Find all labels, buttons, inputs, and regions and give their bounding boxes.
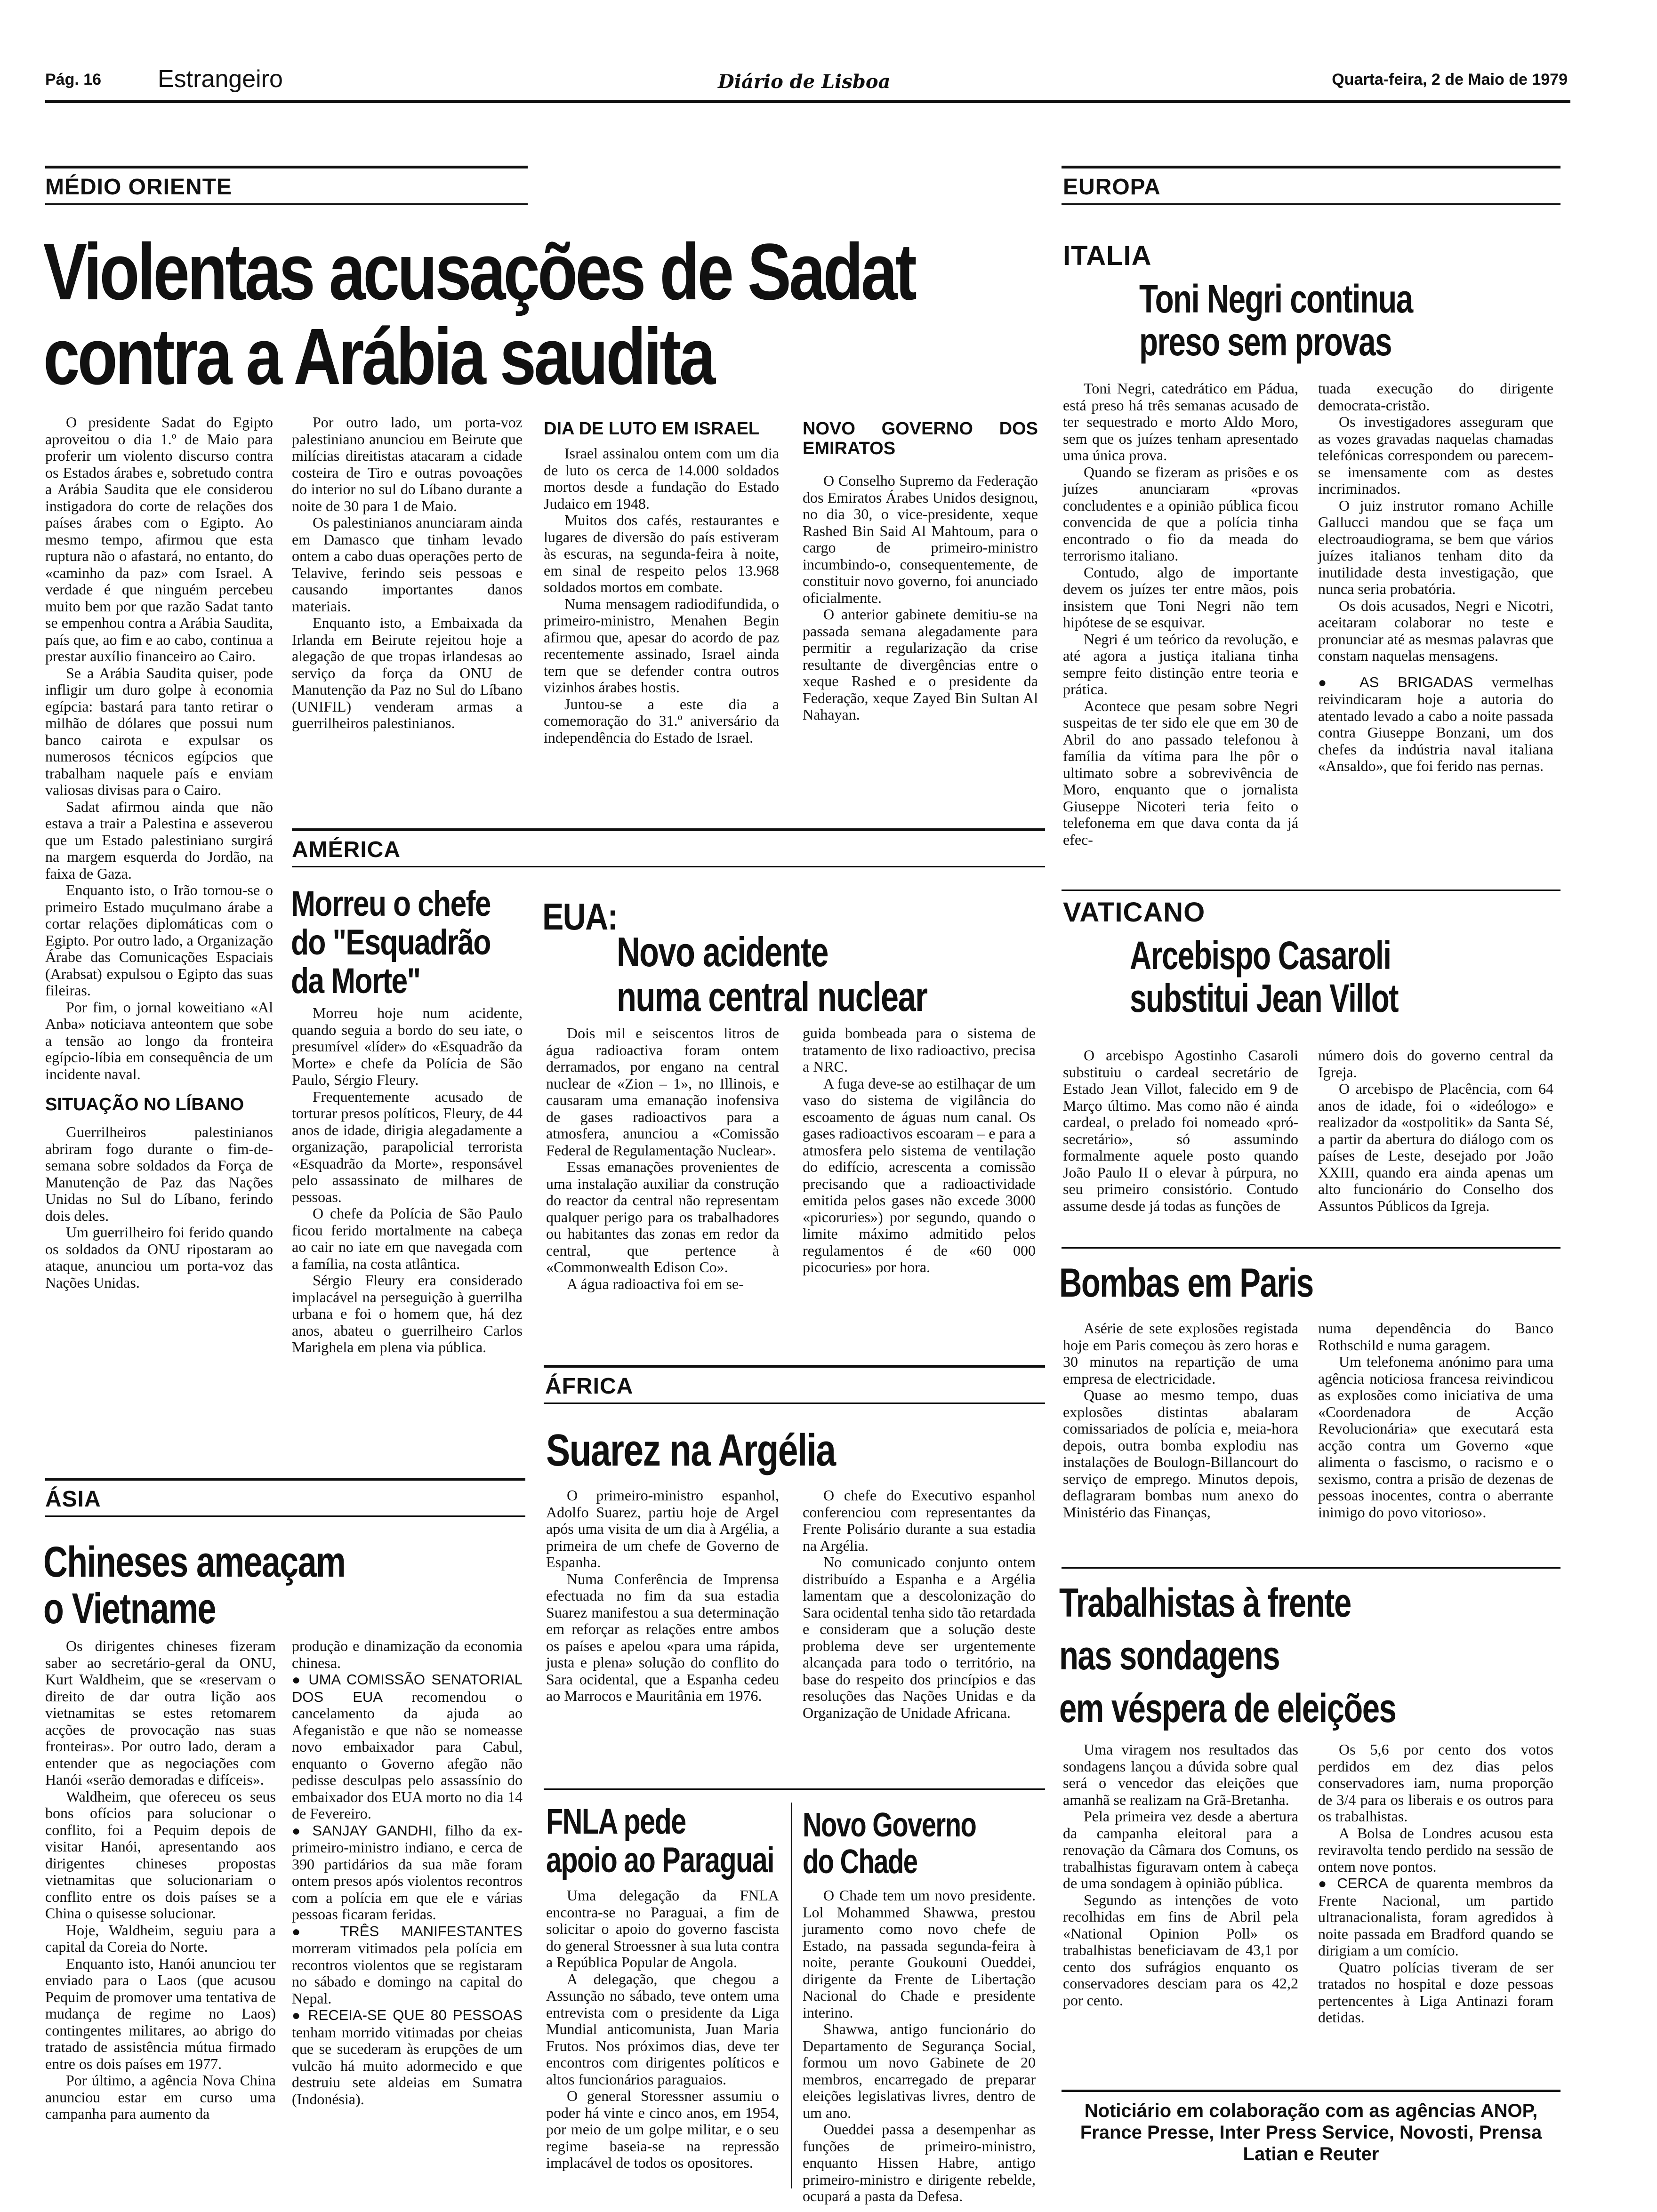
section-title: Estrangeiro (158, 65, 283, 93)
brief-sumatra: ● RECEIA-SE QUE 80 PESSOAS tenham morrido vitimadas por cheias que se sucederam às erupções de um vulcão há muito adormecido e que destruiu sete aldeias em Sumatra (Indonésia). (292, 2007, 523, 2108)
article-emiratos: NOVO GOVERNO DOS EMIRATOS O Conselho Supremo da Federação dos Emiratos Árabes Unidos designou, no dia 30, o vice-presidente, xeque Rashed Bin Said Al Mahtoum, para o cargo de primeiro-ministro incumbindo-o, consequentemente, de constituir novo governo, foi anunciado oficialmente. O anterior gabinete demitiu-se na passada semana alegadamente para permitir a regularização da crise resultante de divergências entre o xeque Rashed e o presidente da Federação, xeque Zayed Bin Sultan Al Nahayan. (803, 419, 1038, 723)
rule (544, 1365, 1045, 1368)
rule (1062, 166, 1560, 168)
article-suarez-col2: O chefe do Executivo espanhol conferenciou com representantes da Frente Polisário durante a sua estadia na Argélia. No comunicado conjunto ontem distribuído a Espanha e a Argélia lamentam que a descolonização do Sara ocidental tenha sido tão retardada e consideram que a solução deste problema deve ser urgentemente alcançada para todo o território, na base do respeito dos princípios e das resoluções das Nações Unidas e da Organização de Unidade Africana. (803, 1487, 1036, 1721)
headline-casaroli: Arcebispo Casaroli substitui Jean Villot (1130, 933, 1398, 1020)
article-bombas-col2: numa dependência do Banco Rothschild e numa garagem. Um telefonema anónimo para uma agência noticiosa francesa reivindicou as explosões como iniciativa de uma «Coordenadora de Acção Revolucionária» que executará esta acção contra um Governo «que alimenta o fascismo, o racismo e o sexismo, contra a prisão de dezenas de pessoas inocentes, contra o aberrante inimigo do povo vitorioso». (1318, 1320, 1553, 1521)
rule (45, 166, 528, 168)
brief-senado: ● UMA COMISSÃO SENATORIAL DOS EUA recomendou o cancelamento da ajuda ao Afeganistão e que não se nomeasse novo embaixador para Cabul, enquanto o Governo afegão não pedisse desculpas pelo assassínio do embaixador dos EUA morto no dia 14 de Fevereiro. (292, 1671, 523, 1822)
country-italia: ITALIA (1063, 240, 1152, 271)
article-chineses-col2: produção e dinamização da economia chinesa. ● UMA COMISSÃO SENATORIAL DOS EUA recomendou o cancelamento da ajuda ao Afeganistão e que não se nomeasse novo embaixador para Cabul, enquanto o Governo afegão não pedisse desculpas pelo assassínio do embaixador dos EUA morto no dia 14 de Fevereiro. ● SANJAY GANDHI, filho da ex-primeiro-ministro indiano, e cerca de 390 partidários da sua mãe foram ontem presos após violentos recontros com a polícia em que ele e várias pessoas ficaram feridas. ● TRÊS MANIFESTANTES morreram vitimados pela polícia em recontros violentos que se registaram no sábado e domingo na capital do Nepal. ● RECEIA-SE QUE 80 PESSOAS tenham morrido vitimadas por cheias que se sucederam às erupções de um vulcão há muito adormecido e que destruiu sete aldeias em Sumatra (Indonésia). (292, 1638, 523, 2193)
headline-chade: Novo Governo do Chade (803, 1806, 976, 1881)
masthead: Diário de Lisboa (718, 71, 891, 93)
article-nuclear-col1: Dois mil e seiscentos litros de água radioactiva foram ontem derramados, por engano na central nuclear de «Zion – 1», no Illinois, e causaram uma emanação inofensiva de gases radioactivos para a atmosfera, anunciou a «Comissão Federal de Regulamentação Nuclear». Essas emanações provenientes de uma instalação auxiliar da construção do reactor da central não representam qualquer perigo para os trabalhadores ou habitantes das zonas em redor da central, que pertence à «Commonwealth Edison Co». A água radioactiva foi em se- (546, 1025, 779, 1292)
rule (1062, 203, 1560, 205)
rule (292, 828, 1045, 831)
headline-chineses: Chineses ameaçam o Vietname (43, 1538, 346, 1633)
brief-nepal: ● TRÊS MANIFESTANTES morreram vitimados pela polícia em recontros violentos que se registaram no sábado e domingo na capital do Nepal. (292, 1923, 523, 2007)
section-label-medio-oriente: MÉDIO ORIENTE (45, 175, 233, 200)
rule (1062, 2090, 1560, 2092)
article-chade: O Chade tem um novo presidente. Lol Mohammed Shawwa, prestou juramento como novo chefe de Estado, na passada segunda-feira à noite, perante Goukouni Oueddei, dirigente da Frente de Libertação Nacional do Chade e presidente interino. Shawwa, antigo funcionário do Departamento de Segurança Social, formou um novo Gabinete de 20 membros, encarregado de preparar eleições legislativas livres, dentro de um ano. Oueddei passa a desempenhar as funções de primeiro-ministro, enquanto Hissen Habre, antigo primeiro-ministro e dirigente rebelde, ocupará a pasta da Defesa. (803, 1887, 1036, 2204)
article-esquadrao: Morreu hoje num acidente, quando seguia a bordo do seu iate, o presumível «líder» do «Esquadrão da Morte» e chefe da Polícia de São Paulo, Sérgio Fleury. Frequentemente acusado de torturar presos políticos, Fleury, de 44 anos de idade, dirigia alegadamente a organização, parapolicial terrorista «Esquadrão da Morte», responsável pelo assassinato de milhares de pessoas. O chefe da Polícia de São Paulo ficou ferido mortalmente na cabeça ao cair no iate em que navegada com a família, na costa atlântica. Sérgio Fleury era considerado implacável na perseguição à guerrilha urbana e foi o homem que, há dez anos, abateu o guerrilheiro Carlos Marighela em plena via pública. (292, 1004, 523, 1355)
brief-brigadas: ● AS BRIGADAS vermelhas reivindicaram hoje a autoria do atentado levado a cabo a noite passada contra Giuseppe Bonzani, um dos chefes da indústria naval italiana «Ansaldo», que foi ferido nas pernas. (1318, 674, 1553, 775)
issue-date: Quarta-feira, 2 de Maio de 1979 (1332, 71, 1568, 88)
article-suarez-col1: O primeiro-ministro espanhol, Adolfo Suarez, partiu hoje de Argel após uma visita de um dia à Argélia, a primeira de um chefe de Governo de Espanha. Numa Conferência de Imprensa efectuada no fim da sua estadia Suarez manifestou a sua determinação em reforçar as relações entre ambos os países e apelou «para uma rápida, justa e plena» solução do conflito do Sara ocidental, que a Espanha cedeu ao Marrocos e Mauritânia em 1976. (546, 1487, 779, 1704)
rule (45, 203, 528, 205)
headline-fnla: FNLA pede apoio ao Paraguai (546, 1802, 774, 1881)
headline-trabalhistas: Trabalhistas à frente nas sondagens em véspera de eleições (1059, 1580, 1396, 1731)
article-casaroli-col1: O arcebispo Agostinho Casaroli substituiu o cardeal secretário de Estado Jean Villot, falecido em 9 de Março último. Mas como não é ainda cardeal, o prelado foi nomeado «pró-secretário», só assumindo formalmente aquele posto quando João Paulo II o elevar à púrpura, no seu primeiro consistório. Contudo assume desde já todas as funções de (1063, 1047, 1298, 1214)
section-label-america: AMÉRICA (292, 837, 401, 862)
rule (1062, 890, 1560, 891)
headline-bombas: Bombas em Paris (1059, 1260, 1313, 1306)
header-rule (45, 100, 1570, 103)
headline-nuclear: Novo acidente numa central nuclear (617, 929, 927, 1020)
article-trabalhistas-col2: Os 5,6 por cento dos votos perdidos em dez dias pelos conservadores iam, numa proporção de 3/4 para os liberais e os outros para os trabalhistas. A Bolsa de Londres acusou esta reviravolta tendo perdido na sessão de ontem nove pontos. ● CERCA de quarenta membros da Frente Nacional, um partido ultranacionalista, foram agredidos à noite passada em Bradford quando se dirigiam a um comício. Quatro polícias tiveram de ser tratados no hospital e doze pessoas pertencentes à Liga Antinazi foram detidas. (1318, 1741, 1553, 2080)
article-chineses-col1: Os dirigentes chineses fizeram saber ao secretário-geral da ONU, Kurt Waldheim, que se «reservam o direito de dar outra lição aos vietnamitas se estes retomarem acções de provocação nas suas fronteiras». Por outro lado, deram a entender que as negociações com Hanói «serão demoradas e difíceis». Waldheim, que ofereceu os seus bons ofícios para solucionar o conflito, foi a Pequim depois de visitar Hanói, apresentando aos dirigentes chineses propostas vietnamitas que solucionariam o conflito entre os dois países se a China o quisesse solucionar. Hoje, Waldheim, seguiu para a capital da Coreia do Norte. Enquanto isto, Hanói anunciou ter enviado para o Laos (que acusou Pequim de promover uma tentativa de mudança de regime no Laos) contingentes militares, ao abrigo do tratado de assistência mútua firmado entre os dois países em 1977. Por último, a agência Nova China anunciou estar em curso uma campanha para aumento da (45, 1637, 276, 2122)
article-luto: DIA DE LUTO EM ISRAEL Israel assinalou ontem com um dia de luto os cerca de 14.000 soldados mortos desde a fundação do Estado Judaico em 1948. Muitos dos cafés, restaurantes e lugares de diversão do país estiveram às escuras, na segunda-feira à noite, em sinal de respeito pelos 13.968 soldados mortos em combate. Numa mensagem radiodifundida, o primeiro-ministro, Menahen Begin afirmou que, apesar do acordo de paz recentemente assinado, Israel ainda tem que se defender contra outros vizinhos árabes hostis. Juntou-se a este dia a comemoração do 31.º aniversário da independência do Estado de Israel. (544, 419, 779, 746)
country-vaticano: VATICANO (1063, 897, 1206, 928)
subhead-libano: SITUAÇÃO NO LÍBANO (45, 1095, 244, 1114)
headline-suarez: Suarez na Argélia (546, 1425, 836, 1475)
eua-tag: EUA: (542, 896, 618, 938)
article-casaroli-col2: número dois do governo central da Igreja. O arcebispo de Placência, com 64 anos de idade, foi o «ideólogo» e realizador da «ostpolitik» da Santa Sé, a partir da abertura do diálogo com os países de Leste, desejado por João XXIII, quando era ainda apenas um alto funcionário do Conselho dos Assuntos Públicos da Igreja. (1318, 1047, 1553, 1214)
section-label-asia: ÁSIA (45, 1487, 101, 1512)
rule (544, 1788, 1045, 1790)
page-number: Pág. 16 (45, 71, 102, 88)
article-nuclear-col2: guida bombeada para o sistema de tratamento de lixo radioactivo, precisa a NRC. A fuga deve-se ao estilhaçar de um vaso do sistema de vigilância do escoamento de águas num canal. Os gases radioactivos escoaram – e para a atmosfera pelo sistema de ventilação do edifício, acrescenta a comissão precisando que a radioactividade emitida pelos gases não excede 3000 «picoruries») por segundo, quando o limite máximo admitido pelos regulamentos é de «60 000 picocuries» por hora. (803, 1025, 1036, 1275)
column-divider (791, 1803, 792, 2188)
rule (1062, 1567, 1560, 1569)
article-trabalhistas-col1: Uma viragem nos resultados das sondagens lançou a dúvida sobre qual será o vencedor das eleições que amanhã se realizam na Grã-Bretanha. Pela primeira vez desde a abertura da campanha eleitoral para a renovação da Câmara dos Comuns, os trabalhistas figuravam ontem à cabeça de uma sondagem à opinião pública. Segundo as intenções de voto recolhidas em fins de Abril pela «National Opinion Poll» os trabalhistas beneficiavam de 43,1 por cento dos sufrágios enquanto os conservadores desciam para os 42,2 por cento. (1063, 1741, 1298, 2009)
rule (544, 1403, 1045, 1404)
article-sadat-col2: Por outro lado, um porta-voz palestiniano anunciou em Beirute que milícias direitistas atacaram a cidade costeira de Tiro e outras povoações do interior no sul do Líbano durante a noite de 30 para 1 de Maio. Os palestinianos anunciaram ainda em Damasco que tinham levado ontem a cabo duas operações perto de Telavive, ferindo seis pessoas e causando importantes danos materiais. Enquanto isto, a Embaixada da Irlanda em Beirute rejeitou hoje a alegação de que tropas irlandesas ao serviço da força da ONU de Manutenção da Paz no Sul do Líbano (UNIFIL) venderam armas a guerrilheiros palestinianos. (292, 414, 523, 731)
article-sadat-col1: O presidente Sadat do Egipto aproveitou o dia 1.º de Maio para proferir um violento discurso contra os Estados árabes e, sobretudo contra a Arábia Saudita que ele considerou instigadora do corte de relações dos países árabes com o Egipto. Ao mesmo tempo, afirmou que esta ruptura não o afastará, no entanto, do «caminho da paz» com Israel. A verdade é que ninguém percebeu muito bem por que razão Sadat tanto se empenhou contra a Arábia Saudita, país que, ao fim e ao cabo, continua a prestar auxílio financeiro ao Cairo. Se a Arábia Saudita quiser, pode infligir um duro golpe à economia egípcia: bastará para tanto retirar o milhão de dólares que possui num banco cairota e expulsar os numerosos técnicos egípcios que trabalham naquele país e enviam valiosas divisas para o Cairo. Sadat afirmou ainda que não estava a trair a Palestina e asseverou que um Estado palestiniano surgirá na margem esquerda do Jordão, na faixa de Gaza. Enquanto isto, o Irão tornou-se o primeiro Estado muçulmano árabe a cortar relações diplomáticas com o Egipto. Por outro lado, a Organização Árabe das Comunicações Espaciais (Arabsat) expulsou o Egipto das suas fileiras. Por fim, o jornal koweitiano «Al Anba» noticiava anteontem que sobe a tensão ao longo da fronteira egípcio-líbia em consequência de um incidente naval. SITUAÇÃO NO LÍBANO Guerrilheiros palestinianos abriram fogo durante o fim-de-semana sobre soldados da Força de Manutenção de Paz das Nações Unidas no Sul do Líbano, ferindo dois deles. Um guerrilheiro foi ferido quando os soldados da ONU ripostaram ao ataque, anunciou um porta-voz das Nações Unidas. (45, 414, 273, 1291)
headline-negri: Toni Negri continua preso sem provas (1139, 277, 1413, 364)
article-negri-col1: Toni Negri, catedrático em Pádua, está preso há três semanas acusado de ter sequestrado e morto Aldo Moro, sem que os juízes tenham apresentado uma única prova. Quando se fizeram as prisões e os juízes anunciaram «provas concludentes e a opinião pública ficou convencida de que a polícia tinha encontrado o fio da meada do terrorismo italiano. Contudo, algo de importante devem os juízes ter entre mãos, pois insistem que Toni Negri não tem hipótese de se esquivar. Negri é um teórico da revolução, e até agora a justiça italiana tinha sempre feito distinção entre teoria e prática. Acontece que pesam sobre Negri suspeitas de ter sido ele que em 30 de Abril do ano passado telefonou à família da vítima para lhe pôr o ultimato sobre a sobrevivência de Moro, enquanto que o jornalista Giuseppe Nicoteri teria feito o telefonema em que dava conta da já efec- (1063, 380, 1298, 848)
agency-credits: Noticiário em colaboração com as agências ANOP, France Presse, Inter Press Service, Novosti, Prensa Latian e Reuter (1080, 2100, 1542, 2164)
article-negri-col2: tuada execução do dirigente democrata-cristão. Os investigadores asseguram que as vozes gravadas naquelas chamadas telefónicas correspondem ou parecem-se imensamente com as destes incriminados. O juiz instrutor romano Achille Gallucci mandou que se faça um electroaudiograma, se bem que vários juízes italianos tenham dito da inutilidade desta investigação, que nunca seria probatória. Os dois acusados, Negri e Nicotri, aceitaram colaborar no teste e pronunciar até as mesmas palavras que constam naquelas mensagens. ● AS BRIGADAS vermelhas reivindicaram hoje a autoria do atentado levado a cabo a noite passada contra Giuseppe Bonzani, um dos chefes da indústria naval italiana «Ansaldo», que foi ferido nas pernas. (1318, 380, 1553, 898)
headline-sadat-1: Violentas acusações de Sadat (43, 227, 915, 317)
headline-esquadrao: Morreu o chefe do "Esquadrão da Morte" (291, 884, 491, 1002)
rule (1062, 1247, 1560, 1249)
brief-cerca: ● CERCA de quarenta membros da Frente Nacional, um partido ultranacionalista, foram agredidos à noite passada em Bradford quando se dirigiam a um comício. (1318, 1875, 1553, 1959)
section-label-europa: EUROPA (1063, 175, 1161, 200)
rule (45, 1515, 525, 1517)
brief-gandhi: ● SANJAY GANDHI, filho da ex-primeiro-ministro indiano, e cerca de 390 partidários da sua mãe foram ontem presos após violentos recontros com a polícia em que ele e várias pessoas ficaram feridas. (292, 1822, 523, 1923)
rule (45, 1478, 525, 1481)
headline-sadat-2: contra a Arábia saudita (43, 312, 714, 401)
article-fnla: Uma delegação da FNLA encontra-se no Paraguai, a fim de solicitar o apoio do governo fascista do general Stroessner à sua luta contra a República Popular de Angola. A delegação, que chegou a Assunção no sábado, teve ontem uma entrevista com o presidente da Liga Mundial anticomunista, Juan Maria Frutos. Nos próximos dias, deve ter encontros com dirigentes políticos e altos funcionários paraguaios. O general Storessner assumiu o poder há vinte e cinco anos, em 1954, por meio de um golpe militar, e o seu regime baseia-se na repressão implacável de todos os opositores. (546, 1887, 779, 2171)
rule (292, 866, 1045, 867)
section-label-africa: ÁFRICA (545, 1374, 634, 1399)
article-bombas-col1: Asérie de sete explosões registada hoje em Paris começou às zero horas e 30 minutos na repartição de uma empresa de electricidade. Quase ao mesmo tempo, duas explosões distintas abalaram comissariados de polícia e, meia-hora depois, outra bomba explodiu nas instalações de Boulogn-Billancourt do serviço de emprego. Minutos depois, deflagraram bombas num anexo do Ministério das Finanças, (1063, 1320, 1298, 1521)
